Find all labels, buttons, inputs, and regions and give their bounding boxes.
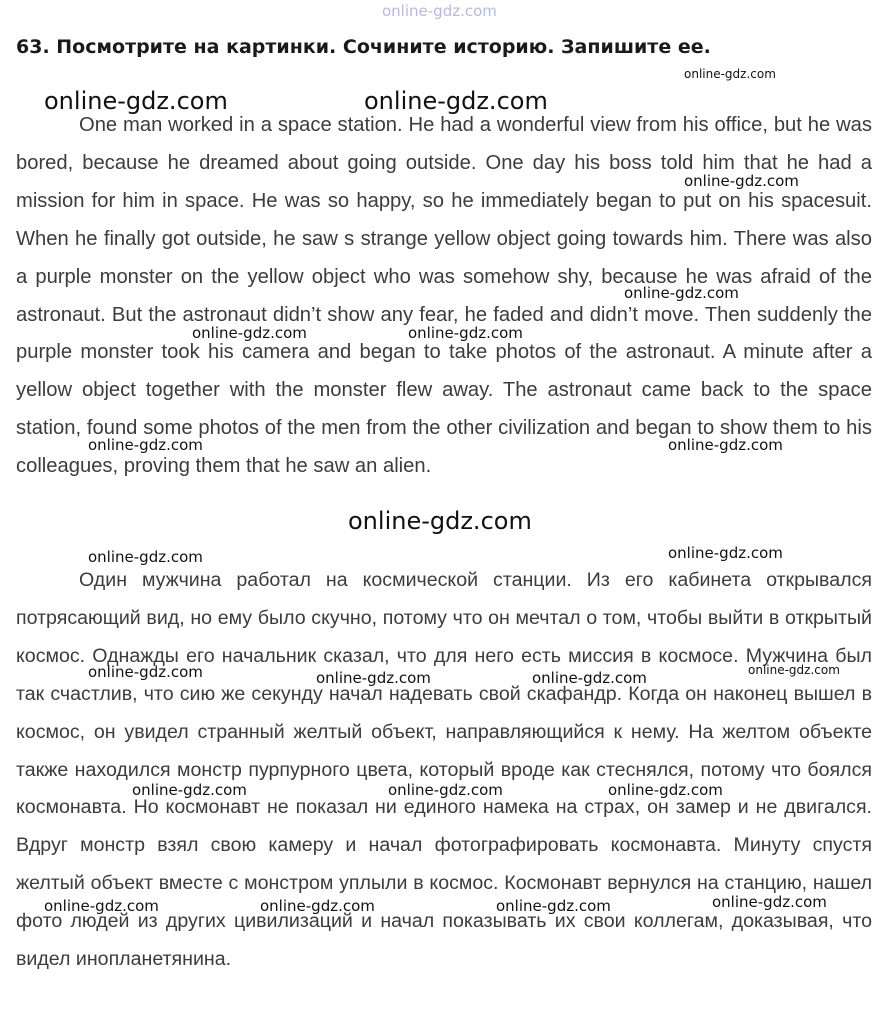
watermark: online-gdz.com — [260, 897, 375, 915]
watermark: online-gdz.com — [88, 436, 203, 454]
watermark: online-gdz.com — [684, 67, 776, 81]
watermark: online-gdz.com — [88, 663, 203, 681]
watermark: online-gdz.com — [192, 324, 307, 342]
watermark: online-gdz.com — [496, 897, 611, 915]
watermark: online-gdz.com — [408, 324, 523, 342]
watermark: online-gdz.com — [364, 87, 548, 115]
watermark: online-gdz.com — [532, 669, 647, 687]
watermark: online-gdz.com — [132, 781, 247, 799]
watermark: online-gdz.com — [88, 548, 203, 566]
russian-story-paragraph: Один мужчина работал на космической станции. Из его кабинета открывался потрясающий вид, но ему было скучно, потому что он мечтал о том, чтобы выйти в открытый космос. Однажды его начальник сказал, что для него есть миссия в космосе. Мужчина был так счастлив, что сию же секунду начал надевать свой скафандр. Когда он наконец вышел в космос, он увидел странный желтый объект, направляющийся к нему. На желтом объекте также находился монстр пурпурного цвета, который вроде как стеснялся, потому что боялся космонавта. Но космонавт не показал ни единого намека на страх, он замер и не двигался. Вдруг монстр взял свою камеру и начал фотографировать космонавта. Минуту спустя желтый объект вместе с монстром уплыли в космос. Космонавт вернулся на станцию, нашел фото людей из других цивилизаций и начал показывать их свои коллегам, доказывая, что видел инопланетянина. — [16, 569, 872, 971]
watermark: online-gdz.com — [44, 87, 228, 115]
watermark: online-gdz.com — [684, 172, 799, 190]
watermark: online-gdz.com — [388, 781, 503, 799]
header-watermark: online-gdz.com — [382, 2, 497, 20]
watermark: online-gdz.com — [624, 284, 739, 302]
watermark: online-gdz.com — [608, 781, 723, 799]
english-story-paragraph: One man worked in a space station. He had a wonderful view from his office, but he was bored, because he dreamed about going outside. One day his boss told him that he had a mission for him in space. He was so happy, so he immediately began to put on his spacesuit. When he finally got outside, he saw s strange yellow object going towards him. There was also a purple monster on the yellow object who was somehow shy, because he was afraid of the astronaut. But the astronaut didn’t show any fear, he faded and didn’t move. Then suddenly the purple monster took his camera and began to take photos of the astronaut. A minute after a yellow object together with the monster flew away. The astronaut came back to the space station, found some photos of the men from the other civilization and began to show them to his colleagues, proving them that he saw an alien. — [16, 114, 872, 478]
watermark: online-gdz.com — [712, 893, 827, 911]
task-title: 63. Посмотрите на картинки. Сочините историю. Запишите ее. — [16, 36, 711, 58]
watermark: online-gdz.com — [748, 663, 840, 677]
watermark: online-gdz.com — [316, 669, 431, 687]
watermark: online-gdz.com — [348, 507, 532, 535]
watermark: online-gdz.com — [668, 436, 783, 454]
watermark: online-gdz.com — [668, 544, 783, 562]
watermark: online-gdz.com — [44, 897, 159, 915]
